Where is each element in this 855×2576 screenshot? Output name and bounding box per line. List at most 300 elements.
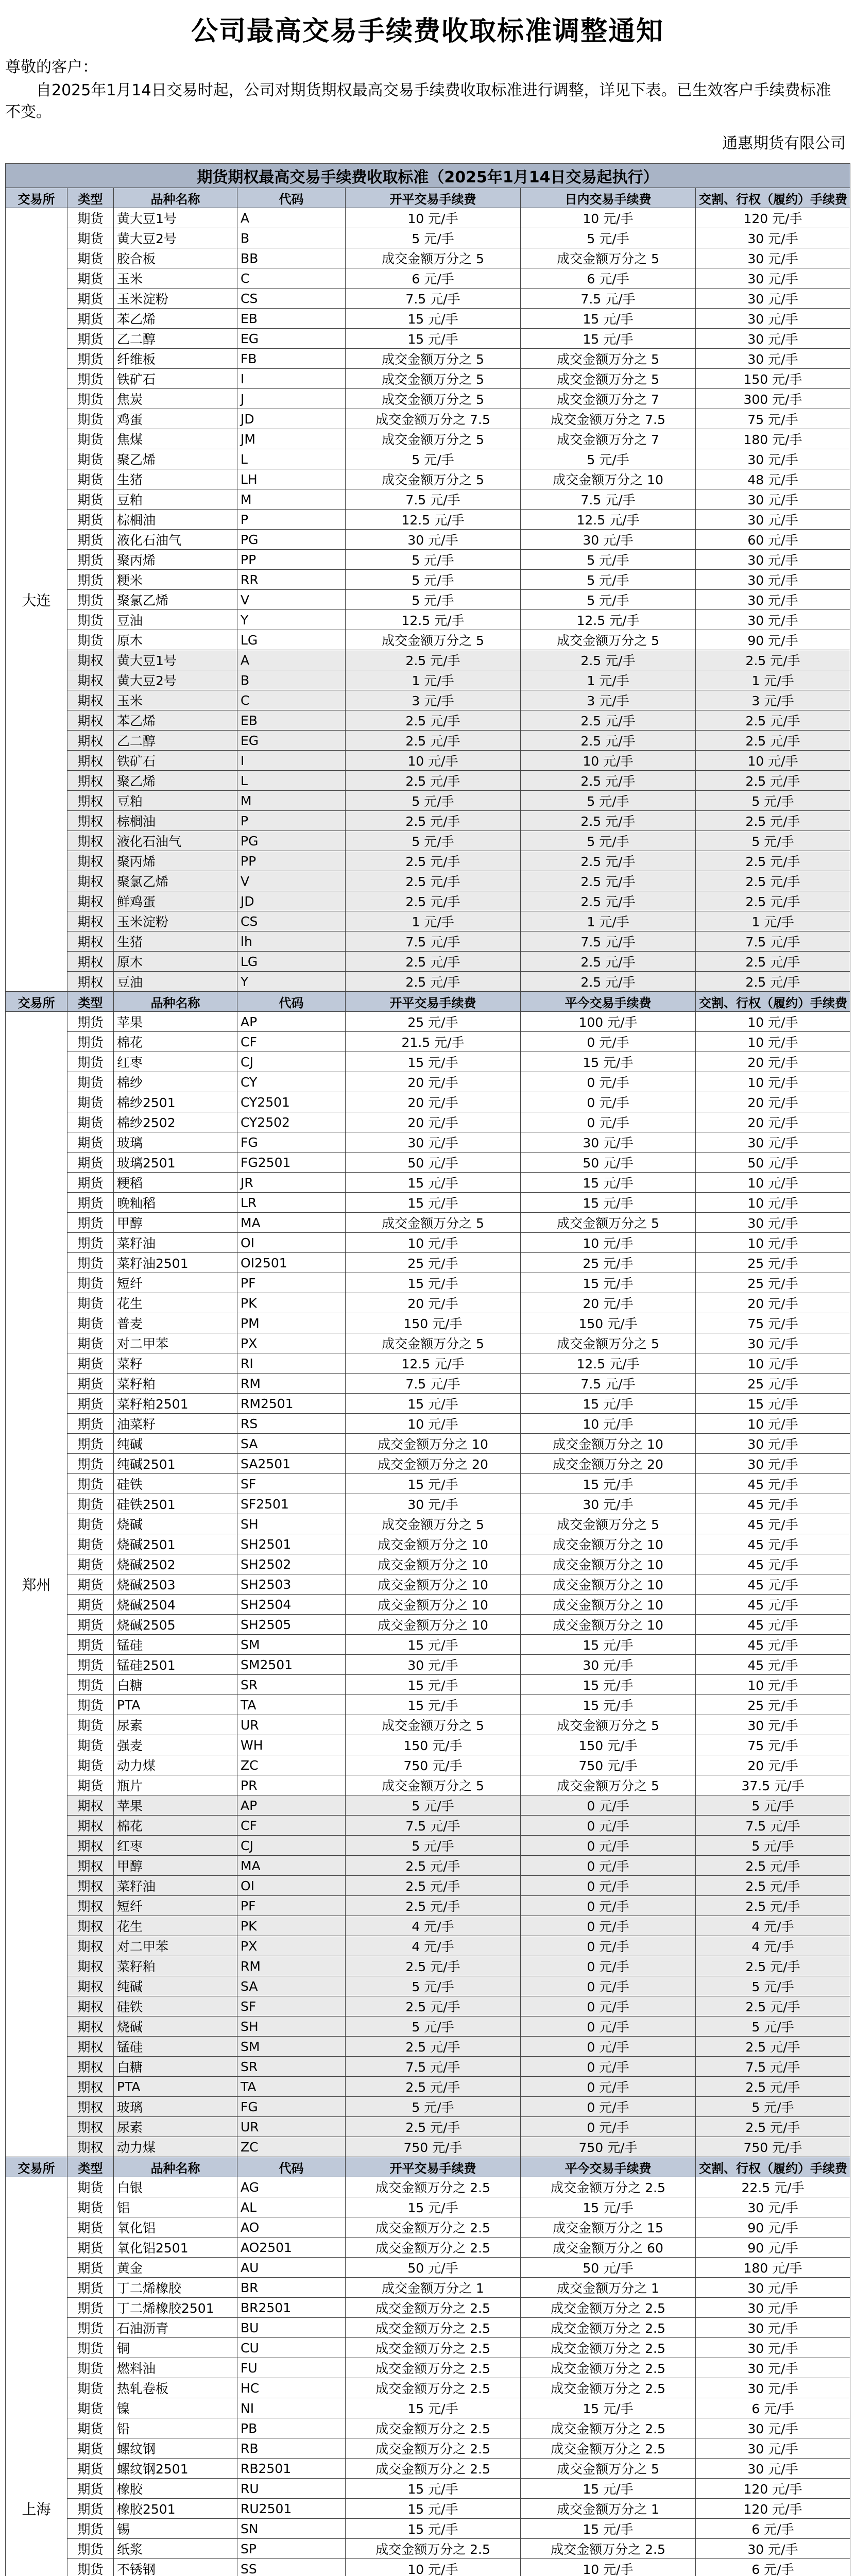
- header-name: 品种名称: [114, 992, 237, 1012]
- open-fee-cell: 成交金额万分之 10: [346, 1554, 521, 1574]
- code-cell: PG: [237, 530, 346, 550]
- table-row: [6, 1052, 850, 1072]
- delivery-fee-cell: 2.5 元/手: [696, 1896, 850, 1916]
- type-cell: 期货: [67, 1032, 114, 1052]
- table-row: [6, 1816, 850, 1836]
- delivery-fee-cell: 120 元/手: [696, 208, 850, 228]
- type-cell: 期货: [67, 1675, 114, 1695]
- col6-fee-cell: 7.5 元/手: [521, 289, 696, 309]
- type-cell: 期权: [67, 1816, 114, 1836]
- open-fee-cell: 7.5 元/手: [346, 2057, 521, 2077]
- type-cell: 期权: [67, 1876, 114, 1896]
- col6-fee-cell: 150 元/手: [521, 1313, 696, 1333]
- col6-fee-cell: 15 元/手: [521, 1193, 696, 1213]
- table-row: [6, 1333, 850, 1353]
- code-cell: CF: [237, 1032, 346, 1052]
- product-name-cell: 橡胶2501: [114, 2499, 237, 2519]
- col6-fee-cell: 12.5 元/手: [521, 1353, 696, 1374]
- open-fee-cell: 2.5 元/手: [346, 811, 521, 831]
- table-row: [6, 731, 850, 751]
- col6-fee-cell: 100 元/手: [521, 1012, 696, 1032]
- open-fee-cell: 12.5 元/手: [346, 1353, 521, 1374]
- table-row: [6, 2097, 850, 2117]
- table-row: [6, 369, 850, 389]
- open-fee-cell: 25 元/手: [346, 1012, 521, 1032]
- delivery-fee-cell: 120 元/手: [696, 2479, 850, 2499]
- table-row: [6, 952, 850, 972]
- code-cell: SH2502: [237, 1554, 346, 1574]
- table-row: [6, 2238, 850, 2258]
- header-type: 类型: [67, 992, 114, 1012]
- type-cell: 期货: [67, 1112, 114, 1132]
- table-row: [6, 2539, 850, 2559]
- code-cell: CJ: [237, 1052, 346, 1072]
- delivery-fee-cell: 2.5 元/手: [696, 811, 850, 831]
- product-name-cell: 豆粕: [114, 489, 237, 510]
- code-cell: MA: [237, 1213, 346, 1233]
- table-row: [6, 489, 850, 510]
- header-exchange: 交易所: [6, 2157, 67, 2177]
- type-cell: 期权: [67, 831, 114, 851]
- delivery-fee-cell: 2.5 元/手: [696, 2117, 850, 2137]
- col6-fee-cell: 2.5 元/手: [521, 650, 696, 670]
- delivery-fee-cell: 20 元/手: [696, 1755, 850, 1775]
- table-row: [6, 409, 850, 429]
- code-cell: EB: [237, 710, 346, 731]
- product-name-cell: 甲醇: [114, 1856, 237, 1876]
- table-row: [6, 1233, 850, 1253]
- delivery-fee-cell: 7.5 元/手: [696, 2057, 850, 2077]
- type-cell: 期货: [67, 1333, 114, 1353]
- delivery-fee-cell: 45 元/手: [696, 1534, 850, 1554]
- delivery-fee-cell: 4 元/手: [696, 1936, 850, 1956]
- type-cell: 期货: [67, 309, 114, 329]
- code-cell: CJ: [237, 1836, 346, 1856]
- product-name-cell: 石油沥青: [114, 2318, 237, 2338]
- open-fee-cell: 成交金额万分之 5: [346, 349, 521, 369]
- col6-fee-cell: 成交金额万分之 10: [521, 1534, 696, 1554]
- col6-fee-cell: 15 元/手: [521, 2197, 696, 2217]
- open-fee-cell: 5 元/手: [346, 2097, 521, 2117]
- table-row: [6, 1655, 850, 1675]
- product-name-cell: 棉纱: [114, 1072, 237, 1092]
- code-cell: RI: [237, 1353, 346, 1374]
- code-cell: PM: [237, 1313, 346, 1333]
- open-fee-cell: 成交金额万分之 5: [346, 469, 521, 489]
- section-header-row: [6, 188, 850, 208]
- table-row: [6, 1293, 850, 1313]
- col6-fee-cell: 成交金额万分之 2.5: [521, 2378, 696, 2398]
- product-name-cell: 锰硅: [114, 1635, 237, 1655]
- delivery-fee-cell: 30 元/手: [696, 2358, 850, 2378]
- product-name-cell: 橡胶: [114, 2479, 237, 2499]
- col6-fee-cell: 成交金额万分之 10: [521, 1595, 696, 1615]
- delivery-fee-cell: 30 元/手: [696, 2459, 850, 2479]
- col6-fee-cell: 成交金额万分之 20: [521, 1454, 696, 1474]
- code-cell: LH: [237, 469, 346, 489]
- delivery-fee-cell: 45 元/手: [696, 1474, 850, 1494]
- open-fee-cell: 成交金额万分之 1: [346, 2278, 521, 2298]
- col6-fee-cell: 2.5 元/手: [521, 972, 696, 992]
- code-cell: M: [237, 489, 346, 510]
- type-cell: 期货: [67, 349, 114, 369]
- code-cell: RM: [237, 1956, 346, 1976]
- col6-fee-cell: 30 元/手: [521, 530, 696, 550]
- open-fee-cell: 20 元/手: [346, 1092, 521, 1112]
- type-cell: 期权: [67, 731, 114, 751]
- col6-fee-cell: 2.5 元/手: [521, 771, 696, 791]
- delivery-fee-cell: 5 元/手: [696, 2016, 850, 2037]
- delivery-fee-cell: 30 元/手: [696, 449, 850, 469]
- col6-fee-cell: 2.5 元/手: [521, 891, 696, 911]
- table-row: [6, 2117, 850, 2137]
- product-name-cell: 聚氯乙烯: [114, 590, 237, 610]
- delivery-fee-cell: 2.5 元/手: [696, 1956, 850, 1976]
- product-name-cell: 菜籽油2501: [114, 1253, 237, 1273]
- code-cell: C: [237, 690, 346, 710]
- code-cell: Y: [237, 610, 346, 630]
- type-cell: 期货: [67, 1595, 114, 1615]
- open-fee-cell: 2.5 元/手: [346, 2117, 521, 2137]
- code-cell: M: [237, 791, 346, 811]
- table-row: [6, 2037, 850, 2057]
- table-row: [6, 2278, 850, 2298]
- header-delivery-fee: 交割、行权（履约）手续费: [696, 2157, 850, 2177]
- table-row: [6, 2318, 850, 2338]
- type-cell: 期权: [67, 952, 114, 972]
- product-name-cell: 苯乙烯: [114, 309, 237, 329]
- col6-fee-cell: 成交金额万分之 5: [521, 1715, 696, 1735]
- notice-body: 自2025年1月14日交易时起，公司对期货期权最高交易手续费收取标准进行调整，详见下表。已生效客户手续费标准不变。: [5, 81, 831, 121]
- type-cell: 期货: [67, 1454, 114, 1474]
- type-cell: 期货: [67, 1072, 114, 1092]
- code-cell: SH2503: [237, 1574, 346, 1595]
- open-fee-cell: 4 元/手: [346, 1916, 521, 1936]
- open-fee-cell: 成交金额万分之 2.5: [346, 2298, 521, 2318]
- open-fee-cell: 5 元/手: [346, 590, 521, 610]
- type-cell: 期权: [67, 931, 114, 952]
- table-row: [6, 1976, 850, 1996]
- delivery-fee-cell: 10 元/手: [696, 1173, 850, 1193]
- delivery-fee-cell: 5 元/手: [696, 2097, 850, 2117]
- delivery-fee-cell: 45 元/手: [696, 1615, 850, 1635]
- code-cell: CY: [237, 1072, 346, 1092]
- product-name-cell: 黄大豆1号: [114, 208, 237, 228]
- type-cell: 期货: [67, 2217, 114, 2238]
- table-row: [6, 1996, 850, 2016]
- open-fee-cell: 10 元/手: [346, 1233, 521, 1253]
- product-name-cell: 乙二醇: [114, 329, 237, 349]
- type-cell: 期货: [67, 2338, 114, 2358]
- type-cell: 期货: [67, 2378, 114, 2398]
- product-name-cell: 黄大豆2号: [114, 228, 237, 248]
- type-cell: 期货: [67, 1253, 114, 1273]
- open-fee-cell: 5 元/手: [346, 1836, 521, 1856]
- table-row: [6, 891, 850, 911]
- open-fee-cell: 50 元/手: [346, 1153, 521, 1173]
- open-fee-cell: 21.5 元/手: [346, 1032, 521, 1052]
- open-fee-cell: 成交金额万分之 10: [346, 1574, 521, 1595]
- open-fee-cell: 5 元/手: [346, 791, 521, 811]
- type-cell: 期权: [67, 650, 114, 670]
- type-cell: 期货: [67, 1353, 114, 1374]
- open-fee-cell: 7.5 元/手: [346, 1374, 521, 1394]
- open-fee-cell: 15 元/手: [346, 1173, 521, 1193]
- type-cell: 期货: [67, 1233, 114, 1253]
- product-name-cell: 铅: [114, 2418, 237, 2438]
- delivery-fee-cell: 30 元/手: [696, 2378, 850, 2398]
- col6-fee-cell: 2.5 元/手: [521, 952, 696, 972]
- table-row: [6, 1353, 850, 1374]
- table-row: [6, 1916, 850, 1936]
- delivery-fee-cell: 6 元/手: [696, 2519, 850, 2539]
- type-cell: 期权: [67, 791, 114, 811]
- product-name-cell: 聚丙烯: [114, 851, 237, 871]
- type-cell: 期货: [67, 2398, 114, 2418]
- product-name-cell: 棉花: [114, 1816, 237, 1836]
- open-fee-cell: 30 元/手: [346, 530, 521, 550]
- open-fee-cell: 成交金额万分之 10: [346, 1434, 521, 1454]
- delivery-fee-cell: 10 元/手: [696, 1012, 850, 1032]
- open-fee-cell: 5 元/手: [346, 1795, 521, 1816]
- table-row: [6, 1213, 850, 1233]
- product-name-cell: 燃料油: [114, 2358, 237, 2378]
- col6-fee-cell: 0 元/手: [521, 1816, 696, 1836]
- open-fee-cell: 10 元/手: [346, 2559, 521, 2576]
- product-name-cell: 聚乙烯: [114, 449, 237, 469]
- code-cell: PK: [237, 1293, 346, 1313]
- delivery-fee-cell: 300 元/手: [696, 389, 850, 409]
- col6-fee-cell: 0 元/手: [521, 1936, 696, 1956]
- type-cell: 期权: [67, 1976, 114, 1996]
- code-cell: FB: [237, 349, 346, 369]
- header-col6-fee: 日内交易手续费: [521, 188, 696, 208]
- code-cell: HC: [237, 2378, 346, 2398]
- delivery-fee-cell: 6 元/手: [696, 2559, 850, 2576]
- open-fee-cell: 成交金额万分之 5: [346, 1715, 521, 1735]
- delivery-fee-cell: 30 元/手: [696, 1454, 850, 1474]
- open-fee-cell: 7.5 元/手: [346, 1816, 521, 1836]
- header-open-fee: 开平交易手续费: [346, 992, 521, 1012]
- product-name-cell: 玉米: [114, 268, 237, 289]
- product-name-cell: 纯碱2501: [114, 1454, 237, 1474]
- col6-fee-cell: 成交金额万分之 10: [521, 1554, 696, 1574]
- open-fee-cell: 成交金额万分之 5: [346, 1213, 521, 1233]
- fee-notice-page: [0, 9, 855, 2576]
- code-cell: lh: [237, 931, 346, 952]
- product-name-cell: 黄大豆1号: [114, 650, 237, 670]
- open-fee-cell: 3 元/手: [346, 690, 521, 710]
- col6-fee-cell: 5 元/手: [521, 449, 696, 469]
- col6-fee-cell: 7.5 元/手: [521, 931, 696, 952]
- code-cell: B: [237, 228, 346, 248]
- delivery-fee-cell: 45 元/手: [696, 1574, 850, 1595]
- product-name-cell: 红枣: [114, 1052, 237, 1072]
- type-cell: 期货: [67, 369, 114, 389]
- table-row: [6, 1394, 850, 1414]
- col6-fee-cell: 0 元/手: [521, 2037, 696, 2057]
- col6-fee-cell: 0 元/手: [521, 1112, 696, 1132]
- delivery-fee-cell: 30 元/手: [696, 610, 850, 630]
- product-name-cell: 烧碱2502: [114, 1554, 237, 1574]
- code-cell: ZC: [237, 2137, 346, 2157]
- table-row: [6, 1856, 850, 1876]
- type-cell: 期货: [67, 489, 114, 510]
- header-code: 代码: [237, 2157, 346, 2177]
- product-name-cell: 铁矿石: [114, 751, 237, 771]
- product-name-cell: 瓶片: [114, 1775, 237, 1795]
- table-row: [6, 248, 850, 268]
- product-name-cell: PTA: [114, 1695, 237, 1715]
- table-row: [6, 1836, 850, 1856]
- delivery-fee-cell: 10 元/手: [696, 751, 850, 771]
- product-name-cell: 锰硅2501: [114, 1655, 237, 1675]
- open-fee-cell: 2.5 元/手: [346, 972, 521, 992]
- type-cell: 期权: [67, 670, 114, 690]
- col6-fee-cell: 成交金额万分之 7: [521, 389, 696, 409]
- type-cell: 期权: [67, 972, 114, 992]
- col6-fee-cell: 15 元/手: [521, 329, 696, 349]
- delivery-fee-cell: 2.5 元/手: [696, 972, 850, 992]
- delivery-fee-cell: 90 元/手: [696, 2217, 850, 2238]
- table-title: 期货期权最高交易手续费收取标准（2025年1月14日交易起执行）: [6, 164, 850, 188]
- type-cell: 期货: [67, 469, 114, 489]
- code-cell: JD: [237, 409, 346, 429]
- product-name-cell: 铁矿石: [114, 369, 237, 389]
- code-cell: CF: [237, 1816, 346, 1836]
- delivery-fee-cell: 30 元/手: [696, 2197, 850, 2217]
- col6-fee-cell: 成交金额万分之 2.5: [521, 2318, 696, 2338]
- code-cell: LG: [237, 630, 346, 650]
- open-fee-cell: 5 元/手: [346, 2016, 521, 2037]
- type-cell: 期货: [67, 449, 114, 469]
- table-row: [6, 2398, 850, 2418]
- type-cell: 期货: [67, 2258, 114, 2278]
- header-code: 代码: [237, 992, 346, 1012]
- open-fee-cell: 2.5 元/手: [346, 2077, 521, 2097]
- col6-fee-cell: 成交金额万分之 7: [521, 429, 696, 449]
- col6-fee-cell: 2.5 元/手: [521, 710, 696, 731]
- code-cell: UR: [237, 1715, 346, 1735]
- product-name-cell: 动力煤: [114, 1755, 237, 1775]
- code-cell: SS: [237, 2559, 346, 2576]
- type-cell: 期货: [67, 1474, 114, 1494]
- table-row: [6, 771, 850, 791]
- open-fee-cell: 成交金额万分之 5: [346, 389, 521, 409]
- product-name-cell: 生猪: [114, 469, 237, 489]
- type-cell: 期货: [67, 289, 114, 309]
- table-row: [6, 429, 850, 449]
- delivery-fee-cell: 30 元/手: [696, 1132, 850, 1153]
- open-fee-cell: 20 元/手: [346, 1072, 521, 1092]
- delivery-fee-cell: 2.5 元/手: [696, 771, 850, 791]
- product-name-cell: 液化石油气: [114, 831, 237, 851]
- table-row: [6, 710, 850, 731]
- delivery-fee-cell: 75 元/手: [696, 1735, 850, 1755]
- col6-fee-cell: 3 元/手: [521, 690, 696, 710]
- type-cell: 期权: [67, 851, 114, 871]
- delivery-fee-cell: 2.5 元/手: [696, 891, 850, 911]
- product-name-cell: 丁二烯橡胶: [114, 2278, 237, 2298]
- open-fee-cell: 成交金额万分之 2.5: [346, 2217, 521, 2238]
- type-cell: 期权: [67, 2037, 114, 2057]
- delivery-fee-cell: 25 元/手: [696, 1273, 850, 1293]
- delivery-fee-cell: 10 元/手: [696, 1193, 850, 1213]
- open-fee-cell: 15 元/手: [346, 1052, 521, 1072]
- delivery-fee-cell: 90 元/手: [696, 2238, 850, 2258]
- table-title-row: [6, 164, 850, 188]
- code-cell: TA: [237, 1695, 346, 1715]
- table-row: [6, 972, 850, 992]
- code-cell: FU: [237, 2358, 346, 2378]
- type-cell: 期货: [67, 1092, 114, 1112]
- type-cell: 期货: [67, 1313, 114, 1333]
- code-cell: P: [237, 510, 346, 530]
- type-cell: 期货: [67, 1615, 114, 1635]
- code-cell: SF: [237, 1474, 346, 1494]
- col6-fee-cell: 0 元/手: [521, 1836, 696, 1856]
- delivery-fee-cell: 30 元/手: [696, 570, 850, 590]
- table-row: [6, 1595, 850, 1615]
- delivery-fee-cell: 30 元/手: [696, 2418, 850, 2438]
- col6-fee-cell: 成交金额万分之 5: [521, 1333, 696, 1353]
- type-cell: 期货: [67, 248, 114, 268]
- code-cell: BB: [237, 248, 346, 268]
- code-cell: BR: [237, 2278, 346, 2298]
- product-name-cell: 玉米淀粉: [114, 289, 237, 309]
- col6-fee-cell: 750 元/手: [521, 2137, 696, 2157]
- col6-fee-cell: 0 元/手: [521, 1996, 696, 2016]
- delivery-fee-cell: 30 元/手: [696, 2338, 850, 2358]
- open-fee-cell: 30 元/手: [346, 1655, 521, 1675]
- col6-fee-cell: 15 元/手: [521, 309, 696, 329]
- open-fee-cell: 成交金额万分之 2.5: [346, 2338, 521, 2358]
- table-row: [6, 650, 850, 670]
- exchange-cell: 大连: [6, 208, 67, 992]
- open-fee-cell: 成交金额万分之 5: [346, 1333, 521, 1353]
- table-row: [6, 1936, 850, 1956]
- delivery-fee-cell: 4 元/手: [696, 1916, 850, 1936]
- header-delivery-fee: 交割、行权（履约）手续费: [696, 188, 850, 208]
- delivery-fee-cell: 30 元/手: [696, 349, 850, 369]
- code-cell: RM2501: [237, 1394, 346, 1414]
- product-name-cell: 玉米: [114, 690, 237, 710]
- table-row: [6, 1715, 850, 1735]
- delivery-fee-cell: 60 元/手: [696, 530, 850, 550]
- table-row: [6, 1675, 850, 1695]
- table-row: [6, 871, 850, 891]
- open-fee-cell: 2.5 元/手: [346, 1876, 521, 1896]
- table-row: [6, 2479, 850, 2499]
- type-cell: 期货: [67, 1173, 114, 1193]
- table-row: [6, 1153, 850, 1173]
- table-row: [6, 1896, 850, 1916]
- delivery-fee-cell: 10 元/手: [696, 1353, 850, 1374]
- type-cell: 期货: [67, 1494, 114, 1514]
- col6-fee-cell: 15 元/手: [521, 1052, 696, 1072]
- col6-fee-cell: 10 元/手: [521, 208, 696, 228]
- code-cell: FG: [237, 2097, 346, 2117]
- type-cell: 期货: [67, 1775, 114, 1795]
- product-name-cell: 菜籽: [114, 1353, 237, 1374]
- col6-fee-cell: 成交金额万分之 7.5: [521, 409, 696, 429]
- delivery-fee-cell: 30 元/手: [696, 1434, 850, 1454]
- open-fee-cell: 30 元/手: [346, 1494, 521, 1514]
- col6-fee-cell: 10 元/手: [521, 1233, 696, 1253]
- col6-fee-cell: 15 元/手: [521, 1474, 696, 1494]
- code-cell: J: [237, 389, 346, 409]
- code-cell: AO2501: [237, 2238, 346, 2258]
